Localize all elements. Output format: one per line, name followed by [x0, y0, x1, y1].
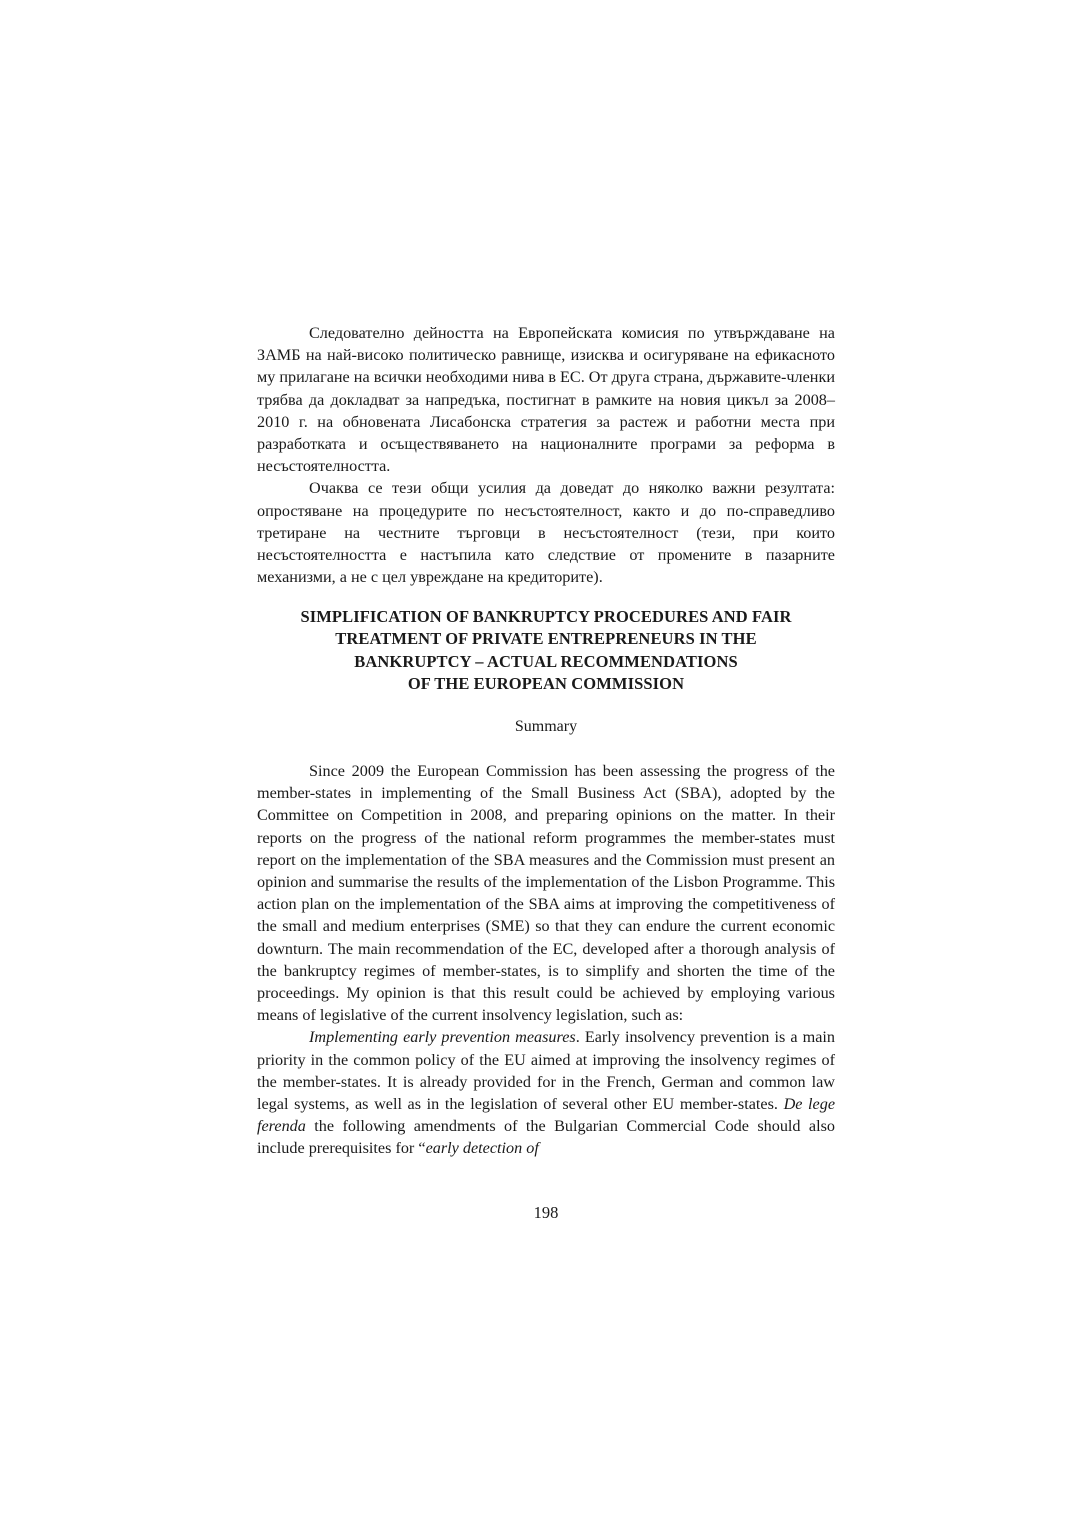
paragraph-2-text-a: . Early insolvency prevention is a main priority in the common policy of the EU aimed at improving the insolvency regimes of the member-states. It is already provided for in the French, German and common law legal systems, as well as in the legislation of several other EU member-states. — [257, 1028, 835, 1114]
title-line-1: SIMPLIFICATION OF BANKRUPTCY PROCEDURES AND FAIR — [300, 607, 792, 626]
summary-heading: Summary — [514, 718, 578, 735]
bulgarian-paragraph-2: Очаква се тези общи усилия да доведат до няколко важни резултата: опростяване на процедурите по несъстоятелност, както и до по-справедливо третиране на честните търговци в несъстоятелност (тези, при които несъстоятелността е настъпила като следствие от промените в пазарните механизми, а не с цел увреждане на кредиторите). — [257, 479, 835, 587]
section-title — [257, 606, 835, 695]
bulgarian-paragraph-1: Следователно дейността на Европейската комисия по утвърждаване на ЗАМБ на най-високо политическо равнище, изисква и осигуряване на ефикасното му прилагане на всички необходими нива в ЕС. От друга страна, държавите-членки трябва да докладват за напредъка, постигнат в рамките на новия цикъл за 2008–2010 г. на обновената Лисабонска стратегия за растеж и работни места при разработката и осъществяването на националните програми за реформа в несъстоятелността. — [257, 324, 835, 476]
summary-paragraph-2 — [257, 1026, 835, 1159]
summary-text-block — [257, 760, 835, 1160]
title-line-3: BANKRUPTCY – ACTUAL RECOMMENDATIONS — [354, 651, 738, 671]
summary-paragraph-1: Since 2009 the European Commission has been assessing the progress of the member-states in implementing of the Small Business Act (SBA), adopted by the Committee on Competition in 2008, and preparing opinions on the matter. In their reports on the progress of the national reform programmes the member-states must report on the implementation of the SBA measures and the Commission must present an opinion and summarise the results of the implementation of the Lisbon Programme. This action plan on the implementation of the SBA aims at improving the competitiveness of the small and medium enterprises (SME) so that they can endure the current economic downturn. The main recommendation of the EC, developed after a thorough analysis of the bankruptcy regimes of member-states, is to simplify and shorten the time of the proceedings. My opinion is that this result could be achieved by employing various means of legislative of the current insolvency legislation, such as: — [257, 762, 835, 1025]
italic-lead-phrase: Implementing early prevention measures — [309, 1028, 576, 1047]
paragraph-2-text-b: the following amendments of the Bulgarian Commercial Code should also include prerequisites for “ — [257, 1117, 835, 1158]
bulgarian-text-block — [257, 322, 835, 588]
title-line-4: OF THE EUROPEAN COMMISSION — [407, 673, 685, 693]
italic-quoted-phrase: early detection of — [425, 1139, 539, 1158]
page-number: 198 — [533, 1203, 559, 1222]
italic-latin-phrase: De lege ferenda — [257, 1095, 836, 1136]
title-line-2: TREATMENT OF PRIVATE ENTREPRENEURS IN THE — [335, 629, 757, 649]
